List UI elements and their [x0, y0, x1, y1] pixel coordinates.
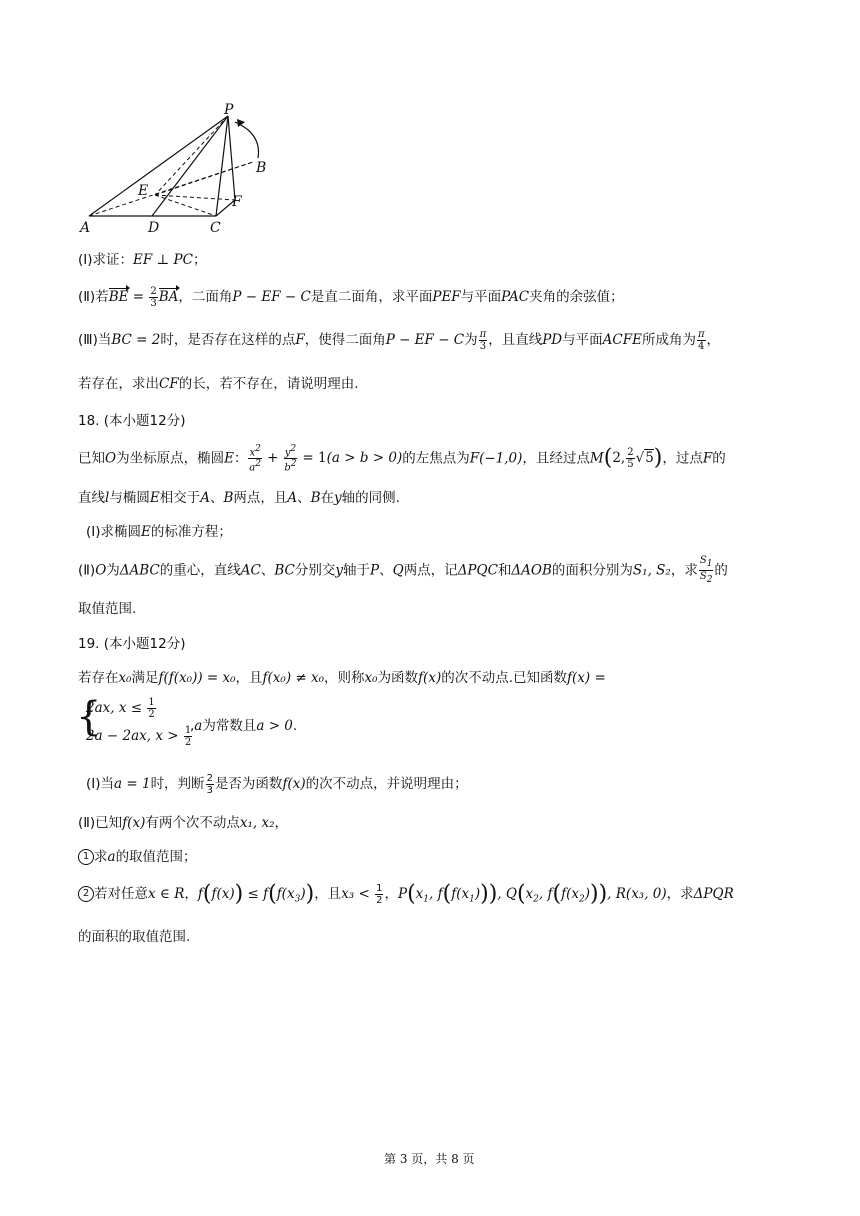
- text: (Ⅰ)当: [86, 776, 115, 792]
- text: ，: [706, 332, 721, 348]
- text: ，: [384, 886, 398, 902]
- text: ；: [192, 252, 207, 268]
- text: 夹角的余弦值；: [529, 289, 624, 305]
- text: 直线: [78, 490, 105, 506]
- text: 的重心，直线: [159, 562, 241, 579]
- text: 若对任意: [94, 886, 148, 902]
- math: M: [589, 450, 604, 467]
- q19-line1: [78, 666, 606, 686]
- label-E: E: [138, 183, 149, 199]
- circled-number: 2: [78, 886, 94, 902]
- math: BC = 2: [111, 332, 161, 348]
- math: x₀: [364, 670, 378, 686]
- math: PD: [542, 332, 563, 348]
- text: 的长，若不存在，请说明理由.: [178, 376, 359, 392]
- math: x₀: [118, 670, 132, 686]
- math: F: [295, 332, 305, 348]
- label-P: P: [224, 102, 234, 118]
- math: B: [223, 490, 234, 506]
- text: (Ⅰ)求椭圆: [86, 524, 142, 540]
- math: A: [200, 490, 210, 506]
- math: O: [105, 450, 117, 467]
- math: f(x): [282, 776, 306, 792]
- text: 与平面: [562, 332, 603, 348]
- text: ，求: [666, 886, 694, 902]
- q18-heading: 18. (本小题12分): [78, 413, 186, 429]
- math: l: [105, 490, 110, 506]
- case-2: 2a − 2ax, x > $\frac{1}{2}$: [86, 725, 192, 748]
- label-F: F: [232, 194, 242, 210]
- text: ，求: [670, 562, 698, 579]
- brace: {: [76, 694, 102, 740]
- math: f(x) =: [567, 670, 606, 686]
- q19-heading: 19. (本小题12分): [78, 636, 186, 652]
- math: f(x₀) ≠ x₀: [262, 670, 325, 686]
- math: CF: [159, 376, 179, 392]
- geometry-figure: [70, 100, 290, 240]
- text: 的面积分别为: [551, 562, 633, 579]
- math: P − EF − C: [232, 289, 311, 305]
- point-P: $P(x_1$, $f(f(x_1))$), $Q(x_2$, $f(f(x_2))$),: [397, 881, 616, 907]
- text: (Ⅲ)当: [78, 332, 112, 348]
- math: ΔPQC: [457, 562, 498, 579]
- text: 两点，且: [233, 490, 288, 506]
- text: 时，判断: [150, 776, 205, 792]
- text: 所成角为: [641, 332, 696, 348]
- text: 若存在，求出: [78, 376, 159, 392]
- math: f(f(x₀)) = x₀: [158, 670, 236, 686]
- label-C: C: [210, 220, 221, 236]
- math: B: [310, 490, 321, 506]
- text: 若存在: [78, 670, 119, 686]
- text: 轴于: [343, 562, 371, 579]
- math: EF ⊥ PC: [133, 252, 193, 268]
- q19-sub1: [78, 845, 197, 865]
- q18-part2-line2: 取值范围.: [78, 601, 137, 617]
- math: y: [335, 562, 344, 579]
- q19-part1: (Ⅰ)当a = 1时，判断 $\frac{2}{3}$ 是否为函数f(x)的次不动点，并说明理由；: [86, 772, 468, 796]
- text: 轴的同侧.: [341, 490, 400, 506]
- text: ，过点: [662, 450, 703, 467]
- text: ，使得二面角: [304, 332, 386, 348]
- text: 是否为函数: [214, 776, 283, 792]
- math: x ∈ R: [148, 886, 185, 902]
- text: ，且经过点: [522, 450, 590, 467]
- math: P: [370, 562, 380, 579]
- text: 在: [320, 490, 335, 506]
- math: F(−1,0): [469, 450, 523, 467]
- math: f(x): [122, 815, 146, 831]
- text: ，二面角: [178, 289, 233, 305]
- q18-part1: [86, 520, 232, 540]
- circled-number: 1: [78, 849, 94, 865]
- math: f(x): [418, 670, 442, 686]
- vector-BA: BA: [158, 289, 179, 305]
- text: 、: [260, 562, 275, 579]
- math: E: [224, 450, 234, 467]
- label-B: B: [256, 160, 267, 176]
- text: 的次不动点，并说明理由；: [305, 776, 468, 792]
- text: 的: [712, 450, 726, 467]
- text: 已知: [78, 450, 105, 467]
- label-A: A: [80, 220, 91, 236]
- q17-part1-label: (Ⅰ)求证：: [78, 252, 134, 268]
- text: 、: [379, 562, 393, 579]
- q17-part1: [78, 248, 206, 268]
- inequality: $f(f(x)) \le f(f(x_3))$: [197, 881, 315, 907]
- text: ，: [184, 886, 198, 902]
- text: ：: [233, 450, 248, 467]
- text: (Ⅱ)已知: [78, 815, 123, 831]
- math: R(x₃, 0): [615, 886, 667, 902]
- text: 相交于: [159, 490, 201, 506]
- text: ，且: [235, 670, 263, 686]
- math: O: [95, 562, 107, 579]
- math: A: [287, 490, 298, 506]
- math: ACFE: [602, 332, 642, 348]
- math: x₃ <: [341, 886, 375, 902]
- case-1: 2ax, x ≤ $\frac{1}{2}$: [86, 697, 155, 720]
- text: ，且直线: [488, 332, 543, 348]
- text: 与平面: [460, 289, 502, 305]
- q19-sub2-line2: 的面积的取值范围.: [78, 929, 191, 945]
- text: ，: [274, 815, 288, 831]
- q17-part2: (Ⅱ)若BE = $\frac{2}{3}$ BA，二面角P − EF − C是直二面角，求平面PEF与平面PAC夹角的余弦值；: [78, 286, 624, 309]
- math: E: [149, 490, 160, 506]
- math: E: [141, 524, 151, 540]
- math: F: [702, 450, 713, 467]
- math: a = 1: [114, 776, 151, 792]
- text: 为: [464, 332, 478, 348]
- text: 满足: [131, 670, 159, 686]
- q19-part2: [78, 811, 288, 831]
- text: 与椭圆: [109, 490, 150, 506]
- math: ΔABC: [119, 562, 160, 579]
- q18-part2: [78, 555, 728, 586]
- text: 时，是否存在这样的点: [160, 332, 296, 348]
- math: x₁, x₂: [239, 815, 275, 831]
- math: a: [107, 849, 116, 865]
- text: 的标准方程；: [150, 524, 232, 540]
- text: 求: [94, 849, 108, 865]
- math: AC: [240, 562, 261, 579]
- text: 为: [106, 562, 120, 579]
- text: 的取值范围；: [115, 849, 197, 865]
- text: 的左焦点为: [402, 450, 470, 467]
- text: 和: [497, 562, 512, 579]
- math: ΔAOB: [511, 562, 552, 579]
- math: PEF: [432, 289, 461, 305]
- math: Q: [392, 562, 404, 579]
- q19-sub2: 2 若对任意x ∈ R，$f(f(x)) \le f(f(x_3))$，且x₃ < $\frac{1}{2}$ ，$P(x_1$, $f(f(x_1))$), $Q(x_2$, $f(f(x_2))$), R(x₃, 0)，求ΔPQR: [78, 882, 734, 906]
- text: 分别交: [294, 562, 336, 579]
- q18-line2: [78, 486, 400, 506]
- point-M-coords: (2, $\frac{2}{5}$ √5): [603, 445, 663, 471]
- ratio-S1-S2: $\frac{S_1}{S_2}$: [699, 555, 713, 585]
- text: 为函数: [377, 670, 419, 686]
- math: S₁, S₂: [632, 562, 671, 579]
- math: ΔPQR: [693, 886, 734, 902]
- q18-line1: [78, 444, 726, 474]
- vector-BE: BE: [108, 289, 129, 305]
- math: BC: [274, 562, 295, 579]
- text: 、: [297, 490, 311, 506]
- math: PAC: [501, 289, 530, 305]
- ellipse-equation: $\frac{x^2}{a^2}$ + $\frac{y^2}{b^2}$ = 1(a > b > 0): [249, 444, 403, 474]
- q17-part3-line2: [78, 372, 359, 392]
- math: P − EF − C: [385, 332, 465, 348]
- text: 有两个次不动点: [145, 815, 240, 831]
- page-footer: 第 3 页，共 8 页: [384, 1152, 475, 1166]
- text: (Ⅱ): [78, 562, 96, 579]
- text: (Ⅱ)若: [78, 289, 109, 305]
- label-D: D: [148, 220, 160, 236]
- text: 是直二面角，求平面: [310, 289, 433, 305]
- q17-part3: (Ⅲ)当BC = 2时，是否存在这样的点F，使得二面角P − EF − C为 $\frac{\pi}{3}$ ，且直线PD与平面ACFE所成角为 $\frac{\pi}{4}$ ，: [78, 328, 721, 352]
- condition: ,a为常数且a > 0.: [190, 718, 298, 734]
- text: 两点，记: [403, 562, 458, 579]
- text: 为坐标原点，椭圆: [116, 450, 225, 467]
- text: ，且: [314, 886, 342, 902]
- text: 、: [209, 490, 224, 506]
- text: 的次不动点.已知函数: [441, 670, 568, 686]
- math: y: [334, 490, 342, 506]
- text: 的: [714, 562, 728, 579]
- text: ，则称: [324, 670, 365, 686]
